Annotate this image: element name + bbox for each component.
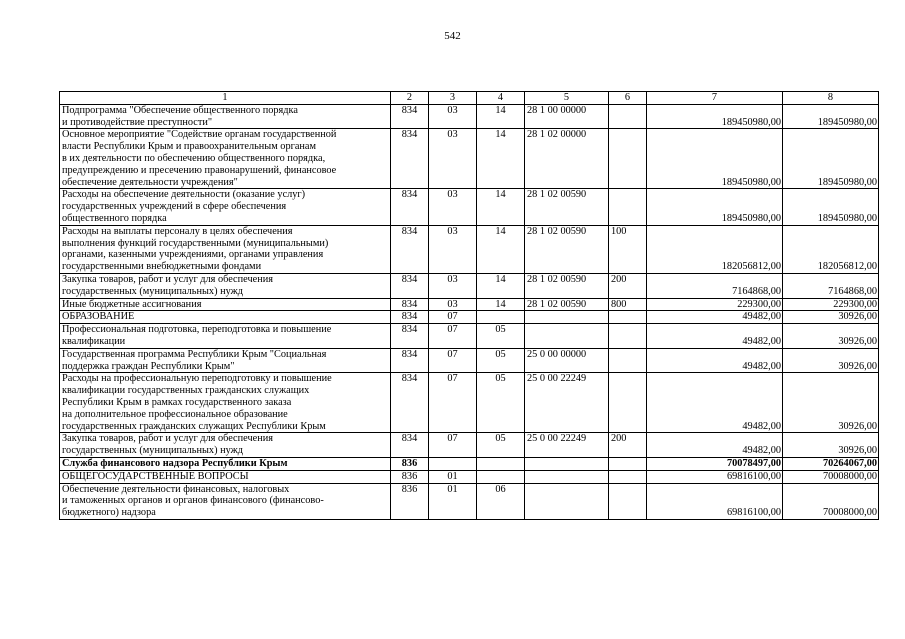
amount-col8-cell: 229300,00 — [783, 298, 879, 311]
header-cell: 3 — [429, 92, 477, 105]
admin-code-cell: 834 — [391, 298, 429, 311]
expense-type-cell: 200 — [609, 433, 647, 458]
admin-code-cell: 834 — [391, 225, 429, 273]
row-name-cell: Основное мероприятие "Содействие органам государственной власти Республики Крым и правоохранительным органам в их деятельности по обеспечению общественного порядка, предупреждению и пресечению правонарушений, финансовое обеспечение деятельности учреждения" — [60, 129, 391, 189]
subsection-cell: 05 — [477, 433, 525, 458]
admin-code-cell: 836 — [391, 483, 429, 519]
section-cell: 07 — [429, 433, 477, 458]
admin-code-cell: 834 — [391, 104, 429, 129]
admin-code-cell: 834 — [391, 348, 429, 373]
subsection-cell: 14 — [477, 189, 525, 225]
table-row — [60, 324, 879, 349]
admin-code-cell: 834 — [391, 129, 429, 189]
header-cell: 4 — [477, 92, 525, 105]
admin-code-cell: 834 — [391, 324, 429, 349]
expense-type-cell — [609, 348, 647, 373]
row-name-cell: Иные бюджетные ассигнования — [60, 298, 391, 311]
subsection-cell: 05 — [477, 348, 525, 373]
expense-type-cell — [609, 311, 647, 324]
row-name-cell: Профессиональная подготовка, переподготовка и повышение квалификации — [60, 324, 391, 349]
table-row — [60, 189, 879, 225]
target-article-cell: 25 0 00 00000 — [525, 348, 609, 373]
target-article-cell — [525, 324, 609, 349]
expense-type-cell — [609, 483, 647, 519]
target-article-cell — [525, 483, 609, 519]
table-row — [60, 311, 879, 324]
row-name-cell: Служба финансового надзора Республики Крым — [60, 457, 391, 470]
target-article-cell: 28 1 00 00000 — [525, 104, 609, 129]
amount-col8-cell: 182056812,00 — [783, 225, 879, 273]
row-name-cell: Закупка товаров, работ и услуг для обеспечения государственных (муниципальных) нужд — [60, 433, 391, 458]
subsection-cell: 14 — [477, 225, 525, 273]
admin-code-cell: 836 — [391, 470, 429, 483]
expense-type-cell: 200 — [609, 273, 647, 298]
amount-col7-cell: 189450980,00 — [647, 129, 783, 189]
amount-col8-cell: 70264067,00 — [783, 457, 879, 470]
expense-type-cell — [609, 324, 647, 349]
amount-col8-cell: 30926,00 — [783, 433, 879, 458]
table-row — [60, 348, 879, 373]
target-article-cell: 28 1 02 00000 — [525, 129, 609, 189]
section-cell: 01 — [429, 483, 477, 519]
amount-col7-cell: 49482,00 — [647, 311, 783, 324]
amount-col7-cell: 7164868,00 — [647, 273, 783, 298]
target-article-cell — [525, 457, 609, 470]
subsection-cell: 14 — [477, 298, 525, 311]
expense-type-cell — [609, 189, 647, 225]
row-name-cell: ОБРАЗОВАНИЕ — [60, 311, 391, 324]
amount-col8-cell: 30926,00 — [783, 324, 879, 349]
row-name-cell: Закупка товаров, работ и услуг для обеспечения государственных (муниципальных) нужд — [60, 273, 391, 298]
target-article-cell: 25 0 00 22249 — [525, 433, 609, 458]
expense-type-cell: 800 — [609, 298, 647, 311]
admin-code-cell: 836 — [391, 457, 429, 470]
header-cell: 8 — [783, 92, 879, 105]
admin-code-cell: 834 — [391, 189, 429, 225]
row-name-cell: Расходы на профессиональную переподготовку и повышение квалификации государственных гражданских служащих Республики Крым в рамках государственного заказа на дополнительное профессиональное образование государственных гражданских служащих Республики Крым — [60, 373, 391, 433]
subsection-cell: 05 — [477, 373, 525, 433]
table-row — [60, 273, 879, 298]
subsection-cell: 14 — [477, 129, 525, 189]
header-cell: 2 — [391, 92, 429, 105]
amount-col7-cell: 189450980,00 — [647, 104, 783, 129]
amount-col7-cell: 49482,00 — [647, 433, 783, 458]
expense-type-cell — [609, 457, 647, 470]
table-row — [60, 457, 879, 470]
page-number: 542 — [444, 30, 461, 42]
amount-col8-cell: 189450980,00 — [783, 189, 879, 225]
amount-col7-cell: 49482,00 — [647, 348, 783, 373]
amount-col8-cell: 189450980,00 — [783, 129, 879, 189]
amount-col7-cell: 69816100,00 — [647, 470, 783, 483]
amount-col8-cell: 70008000,00 — [783, 470, 879, 483]
section-cell: 01 — [429, 470, 477, 483]
amount-col8-cell: 30926,00 — [783, 373, 879, 433]
amount-col8-cell: 30926,00 — [783, 348, 879, 373]
table-header-row — [60, 92, 879, 105]
table-body — [60, 92, 879, 520]
row-name-cell: ОБЩЕГОСУДАРСТВЕННЫЕ ВОПРОСЫ — [60, 470, 391, 483]
row-name-cell: Расходы на обеспечение деятельности (оказание услуг) государственных учреждений в сфере обеспечения общественного порядка — [60, 189, 391, 225]
table-row — [60, 470, 879, 483]
amount-col8-cell: 30926,00 — [783, 311, 879, 324]
row-name-cell: Обеспечение деятельности финансовых, налоговых и таможенных органов и органов финансового (финансово- бюджетного) надзора — [60, 483, 391, 519]
subsection-cell — [477, 457, 525, 470]
header-cell: 1 — [60, 92, 391, 105]
target-article-cell: 28 1 02 00590 — [525, 189, 609, 225]
subsection-cell: 14 — [477, 104, 525, 129]
target-article-cell: 28 1 02 00590 — [525, 298, 609, 311]
admin-code-cell: 834 — [391, 373, 429, 433]
subsection-cell: 14 — [477, 273, 525, 298]
expense-type-cell — [609, 104, 647, 129]
amount-col8-cell: 7164868,00 — [783, 273, 879, 298]
amount-col7-cell: 49482,00 — [647, 324, 783, 349]
target-article-cell: 25 0 00 22249 — [525, 373, 609, 433]
subsection-cell — [477, 311, 525, 324]
header-cell: 5 — [525, 92, 609, 105]
admin-code-cell: 834 — [391, 433, 429, 458]
section-cell: 03 — [429, 273, 477, 298]
amount-col7-cell: 69816100,00 — [647, 483, 783, 519]
section-cell: 03 — [429, 189, 477, 225]
expense-type-cell — [609, 373, 647, 433]
table-row — [60, 433, 879, 458]
header-cell: 7 — [647, 92, 783, 105]
amount-col7-cell: 182056812,00 — [647, 225, 783, 273]
expense-type-cell — [609, 470, 647, 483]
admin-code-cell: 834 — [391, 273, 429, 298]
expense-type-cell: 100 — [609, 225, 647, 273]
amount-col7-cell: 229300,00 — [647, 298, 783, 311]
amount-col7-cell: 49482,00 — [647, 373, 783, 433]
amount-col7-cell: 70078497,00 — [647, 457, 783, 470]
subsection-cell — [477, 470, 525, 483]
table-row — [60, 225, 879, 273]
row-name-cell: Расходы на выплаты персоналу в целях обеспечения выполнения функций государственными (муниципальными) органами, казенными учреждениями, органами управления государственными внебюджетными фондами — [60, 225, 391, 273]
section-cell: 07 — [429, 348, 477, 373]
admin-code-cell: 834 — [391, 311, 429, 324]
section-cell: 03 — [429, 298, 477, 311]
section-cell: 03 — [429, 129, 477, 189]
amount-col7-cell: 189450980,00 — [647, 189, 783, 225]
section-cell: 07 — [429, 324, 477, 349]
table-row — [60, 298, 879, 311]
amount-col8-cell: 189450980,00 — [783, 104, 879, 129]
table-row — [60, 129, 879, 189]
header-cell: 6 — [609, 92, 647, 105]
subsection-cell: 05 — [477, 324, 525, 349]
section-cell: 07 — [429, 311, 477, 324]
budget-table — [59, 91, 879, 520]
section-cell — [429, 457, 477, 470]
expense-type-cell — [609, 129, 647, 189]
target-article-cell: 28 1 02 00590 — [525, 273, 609, 298]
table-row — [60, 483, 879, 519]
target-article-cell — [525, 470, 609, 483]
subsection-cell: 06 — [477, 483, 525, 519]
target-article-cell — [525, 311, 609, 324]
amount-col8-cell: 70008000,00 — [783, 483, 879, 519]
section-cell: 03 — [429, 104, 477, 129]
table-row — [60, 104, 879, 129]
table-row — [60, 373, 879, 433]
row-name-cell: Подпрограмма "Обеспечение общественного порядка и противодействие преступности" — [60, 104, 391, 129]
section-cell: 03 — [429, 225, 477, 273]
section-cell: 07 — [429, 373, 477, 433]
row-name-cell: Государственная программа Республики Крым "Социальная поддержка граждан Республики Крым" — [60, 348, 391, 373]
target-article-cell: 28 1 02 00590 — [525, 225, 609, 273]
